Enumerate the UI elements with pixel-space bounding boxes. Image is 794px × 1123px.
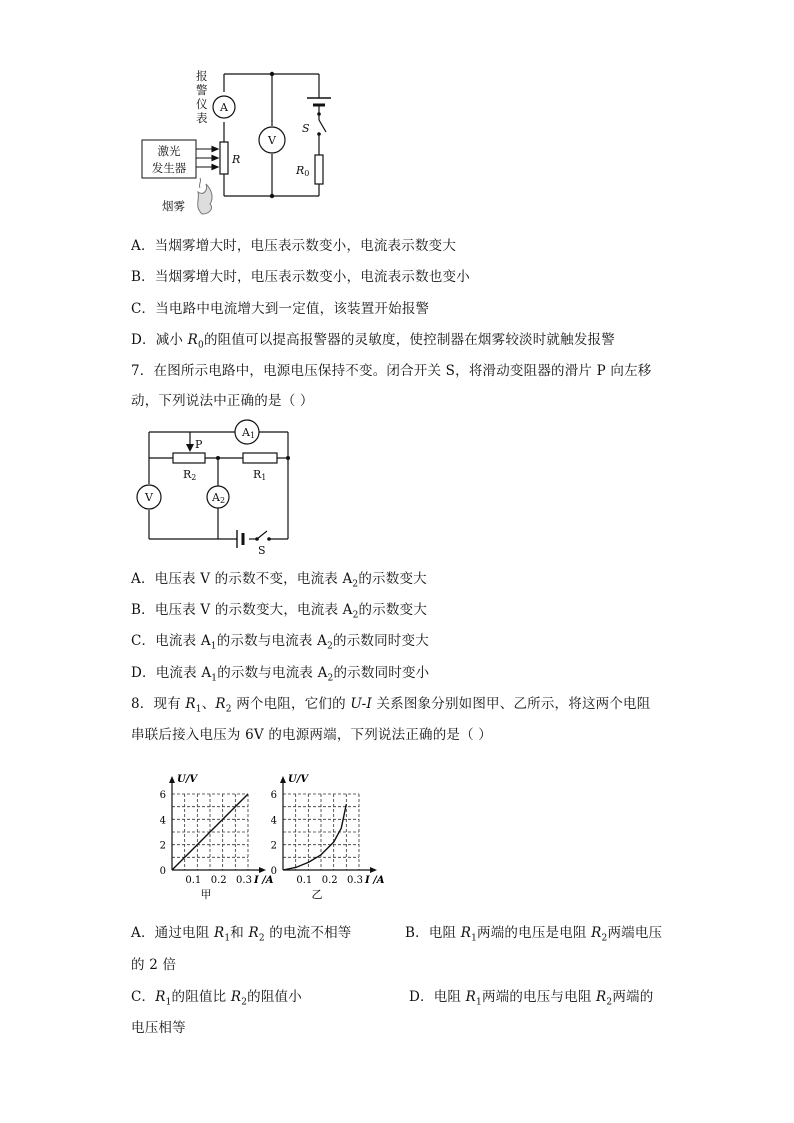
graph-caption: 乙	[311, 888, 323, 900]
q7-stem-line2: 动，下列说法中正确的是（ ）	[131, 393, 314, 409]
y-axis-arrow-icon	[169, 776, 175, 783]
laser-label-1: 激光	[157, 144, 181, 158]
r0-label: R0	[296, 164, 310, 178]
y-tick-label: 4	[270, 815, 277, 827]
battery-symbol	[237, 530, 243, 548]
alarm-char-4: 表	[196, 111, 208, 125]
q7-stem-line1: 7．在图所示电路中，电源电压保持不变。闭合开关 S，将滑动变阻器的滑片 P 向左移	[131, 363, 652, 379]
switch-label: S	[258, 544, 266, 557]
series-line	[283, 804, 346, 870]
y-tick-label: 4	[159, 815, 166, 827]
battery-symbol	[307, 98, 331, 114]
ui-graphs	[150, 768, 410, 900]
smoke-alarm-circuit	[130, 62, 345, 222]
r-label: R	[232, 153, 241, 166]
resistor-r1	[243, 453, 277, 463]
x-tick-label: 0.3	[347, 875, 363, 886]
x-tick-label: 0.2	[321, 875, 338, 886]
sliding-rheostat-circuit	[133, 418, 298, 558]
q7-option-c: C．电流表 $A_1$的示数与电流表 $A_2$的示数同时变大	[131, 633, 429, 652]
y-axis-label: U/V	[177, 774, 198, 785]
alarm-char-3: 仪	[196, 97, 208, 111]
voltmeter-label: V	[268, 134, 276, 147]
y-axis-label: U/V	[288, 774, 309, 785]
smoke-icon	[198, 178, 212, 214]
q6-option-a: A．当烟雾增大时，电压表示数变小，电流表示数变大	[131, 238, 457, 254]
x-tick-label: 0.3	[236, 875, 252, 886]
r2-label: R2	[183, 468, 197, 482]
q6-option-d: D．减小 $R_0$的阻值可以提高报警器的灵敏度，使控制器在烟雾较淡时就触发报警	[131, 332, 615, 351]
v-label: V	[145, 491, 153, 504]
q8-option-b-continued: 的 2 倍	[131, 957, 177, 973]
x-axis-arrow-icon	[259, 867, 266, 873]
x-axis-label: I /A	[365, 875, 385, 886]
slider-label: P	[195, 438, 203, 451]
x-tick-label: 0.2	[210, 875, 227, 886]
smoke-label: 烟雾	[162, 199, 185, 213]
q8-stem-line2: 串联后接入电压为 6V 的电源两端，下列说法正确的是（ ）	[131, 727, 493, 743]
x-tick-label: 0.1	[296, 875, 313, 886]
y-tick-label: 2	[270, 840, 277, 852]
q8-option-b: B．电阻 $R_1$两端的电压是电阻 $R_2$两端电压	[405, 925, 663, 944]
resistor-r0	[315, 155, 323, 184]
q8-stem-line1: 8．现有 $R_1$、$R_2$ 两个电阻，它们的 U-I 关系图象分别如图甲、乙所示，将这两个电阻	[131, 696, 651, 715]
q8-option-d: D．电阻 $R_1$两端的电压与电阻 $R_2$两端的	[409, 989, 654, 1008]
y-axis-arrow-icon	[280, 776, 286, 783]
y-tick-label: 2	[159, 840, 166, 852]
q7-option-d: D．电流表 $A_1$的示数与电流表 $A_2$的示数同时变小	[131, 665, 430, 684]
switch-symbol	[255, 531, 271, 541]
ammeter-label: A	[220, 101, 228, 114]
q7-option-b: B．电压表 V 的示数变大，电流表 $A_2$的示数变大	[131, 602, 428, 621]
graph-caption: 甲	[200, 888, 212, 900]
a2-label: A2	[212, 491, 226, 505]
r1-label: R1	[253, 468, 267, 482]
y-tick-label: 0	[270, 866, 277, 877]
alarm-char-1: 报	[196, 69, 208, 83]
laser-label-2: 发生器	[151, 161, 187, 175]
y-tick-label: 0	[159, 866, 166, 877]
y-tick-label: 6	[159, 790, 166, 801]
switch-label: S	[302, 122, 310, 135]
q6-option-b: B．当烟雾增大时，电压表示数变小，电流表示数也变小	[131, 269, 470, 285]
q8-option-a: A．通过电阻 $R_1$和 $R_2$ 的电流不相等	[131, 925, 352, 944]
q6-option-c: C．当电路中电流增大到一定值，该装置开始报警	[131, 301, 430, 317]
alarm-char-2: 警	[196, 83, 208, 97]
resistor-r2	[173, 453, 205, 463]
slider-arrow	[186, 432, 194, 452]
q8-option-d-continued: 电压相等	[131, 1020, 186, 1036]
y-tick-label: 6	[270, 790, 277, 801]
x-axis-label: I /A	[254, 875, 274, 886]
graph-jia	[160, 774, 274, 900]
q8-option-c: C．$R_1$的阻值比 $R_2$的阻值小	[131, 989, 302, 1008]
q7-option-a: A．电压表 V 的示数不变，电流表 $A_2$的示数变大	[131, 571, 427, 590]
laser-beams	[196, 147, 218, 170]
photoresistor-r	[220, 142, 228, 174]
a1-label: A1	[242, 426, 256, 440]
x-axis-arrow-icon	[370, 867, 377, 873]
x-tick-label: 0.1	[185, 875, 202, 886]
graph-yi	[271, 774, 385, 900]
